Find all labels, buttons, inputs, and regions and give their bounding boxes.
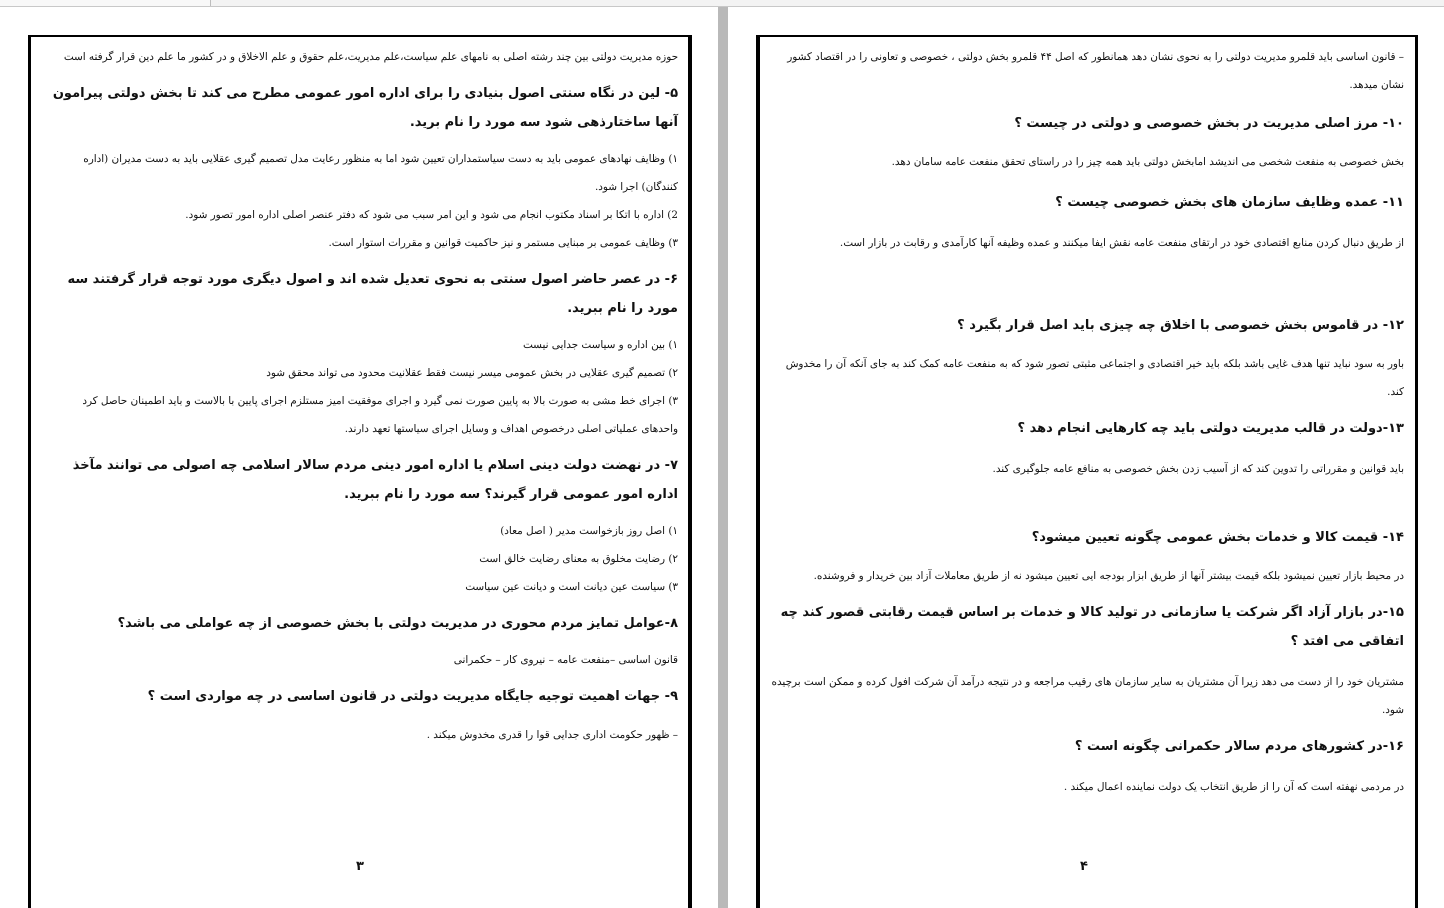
question-9: ۹- جهات اهمیت توجیه جایگاه مدیریت دولتی در قانون اساسی در چه مواردی است ؟ <box>147 689 678 704</box>
answer-item: ۳) وظایف عمومی بر مبنایی مستمر و نیز حاکمیت قوانین و مقررات استوار است. <box>328 237 678 249</box>
page-separator <box>718 7 728 908</box>
answer-text: باید قوانین و مقرراتی را تدوین کند که از آسیب زدن بخش خصوصی به منافع عامه جلوگیری کند. <box>992 463 1404 475</box>
page-number: ۴ <box>1080 859 1088 874</box>
question-6: ۶- در عصر حاضر اصول سنتی به نحوی تعدیل شده اند و اصول دیگری مورد توجه قرار گرفتند سه مورد را نام ببرید. <box>67 272 678 316</box>
answer-text: بخش خصوصی به منفعت شخصی می اندیشد امابخش دولتی باید همه چیز را در راستای تحقق منفعت عامه سامان دهد. <box>891 156 1404 168</box>
answer-item: ۳) اجرای خط مشی به صورت بالا به پایین صورت نمی گیرد و اجرای موفقیت امیز مستلزم اجرای پایین با بالاست و باید اطمینان حاصل کرد واحدهای عملیاتی اصلی درخصوص اهداف و وسایل اجرای سیاستها تعهد دارند. <box>82 395 678 435</box>
answer-item: ۱) بین اداره و سیاست جدایی نیست <box>522 339 678 351</box>
question-14: ۱۴- قیمت کالا و خدمات بخش عمومی چگونه تعیین میشود؟ <box>1031 530 1404 545</box>
page-number: ۳ <box>356 859 364 874</box>
answer-item: ۱) وظایف نهادهای عمومی باید به دست سیاستمداران تعیین شود اما به منظور رعایت مدل تصمیم گیری عقلایی باید به دست مدیران (اداره کنندگان) اجرا شود. <box>83 153 678 193</box>
answer-item: ۳) سیاست عین دیانت است و دیانت عین سیاست <box>465 581 678 593</box>
page-3 <box>0 7 718 908</box>
answer-text: در محیط بازار تعیین نمیشود بلکه قیمت بیشتر آنها از طریق ابزار بودجه ایی تعیین میشود نه از طریق معاملات آزاد بین خریدار و فروشنده. <box>813 570 1404 582</box>
answer-item: ۲) رضایت مخلوق به معنای رضایت خالق است <box>479 553 678 565</box>
answer-item: 2) اداره با اتکا بر اسناد مکتوب انجام می شود و این امر سبب می شود که دفتر عنصر اصلی اداره امور تصور شود. <box>185 209 678 221</box>
answer-text: – ظهور حکومت اداری جدایی قوا را قدری مخدوش میکند . <box>426 729 678 741</box>
question-7: ۷- در نهضت دولت دینی اسلام یا اداره امور دینی مردم سالار اسلامی چه اصولی می توانند مآخذ اداره امور عمومی قرار گیرند؟ سه مورد را نام ببرید. <box>72 458 678 502</box>
question-12: ۱۲- در قاموس بخش خصوصی با اخلاق چه چیزی باید اصل قرار بگیرد ؟ <box>957 318 1404 333</box>
answer-text: از طریق دنبال کردن منابع اقتصادی خود در ارتقای منفعت عامه نقش ایفا میکنند و عمده وظیفه آنها کارآمدی و رقابت در بازار است. <box>839 237 1404 249</box>
question-5: ۵- لین در نگاه سنتی اصول بنیادی را برای اداره امور عمومی مطرح می کند تا بخش دولتی پیرامون آنها ساختارذهی شود سه مورد را نام برید. <box>52 86 678 130</box>
question-13: ۱۳-دولت در قالب مدیریت دولتی باید چه کارهایی انجام دهد ؟ <box>1017 421 1404 436</box>
question-11: ۱۱- عمده وظایف سازمان های بخش خصوصی چیست ؟ <box>1055 195 1404 210</box>
paragraph: حوزه مدیریت دولتی بین چند رشته اصلی به نامهای علم سیاست،علم مدیریت،علم حقوق و علم الاخلاق و در کشور ما علم دین قرار گرفته است <box>63 51 678 63</box>
question-8: ۸-عوامل تمایز مردم محوری در مدیریت دولتی با بخش خصوصی از چه عواملی می باشد؟ <box>117 616 678 631</box>
answer-text: قانون اساسی –منفعت عامه – نیروی کار – حکمرانی <box>453 654 678 666</box>
question-16: ۱۶-در کشورهای مردم سالار حکمرانی چگونه است ؟ <box>1074 739 1404 754</box>
paragraph: – قانون اساسی باید قلمرو مدیریت دولتی را به نحوی نشان دهد همانطور که اصل ۴۴ قلمرو بخش دولتی ، خصوصی و تعاونی را در اقتصاد کشور نشان میدهد. <box>787 51 1404 91</box>
answer-item: ۱) اصل روز بازخواست مدیر ( اصل معاد) <box>500 525 678 537</box>
answer-item: ۲) تصمیم گیری عقلایی در بخش عمومی میسر نیست فقط عقلانیت محدود می تواند محقق شود <box>266 367 678 379</box>
question-10: ۱۰- مرز اصلی مدیریت در بخش خصوصی و دولتی در چیست ؟ <box>1014 116 1404 131</box>
document-tab[interactable] <box>0 0 211 6</box>
page-3-text <box>44 43 678 749</box>
answer-text: در مردمی نهفته است که آن را از طریق انتخاب یک دولت نماینده اعمال میکند . <box>1063 781 1404 793</box>
answer-text: باور به سود نباید تنها هدف غایی باشد بلکه باید خیر اقتصادی و اجتماعی مثبتی تصور شود که به منفعت عامه کمک کند به جای آنکه آن را مخدوش کند. <box>785 358 1404 398</box>
viewer-toolbar-strip <box>0 0 1444 7</box>
page-4-text <box>770 43 1404 801</box>
question-15: ۱۵-در بازار آزاد اگر شرکت یا سازمانی در تولید کالا و خدمات بر اساس قیمت رقابتی قصور کند چه اتفاقی می افتد ؟ <box>780 605 1404 649</box>
answer-text: مشتریان خود را از دست می دهد زیرا آن مشتریان به سایر سازمان های رقیب مراجعه و در نتیجه درآمد آن شرکت افول کرده و ممکن است برچیده شود. <box>771 676 1404 716</box>
page-4 <box>728 7 1444 908</box>
